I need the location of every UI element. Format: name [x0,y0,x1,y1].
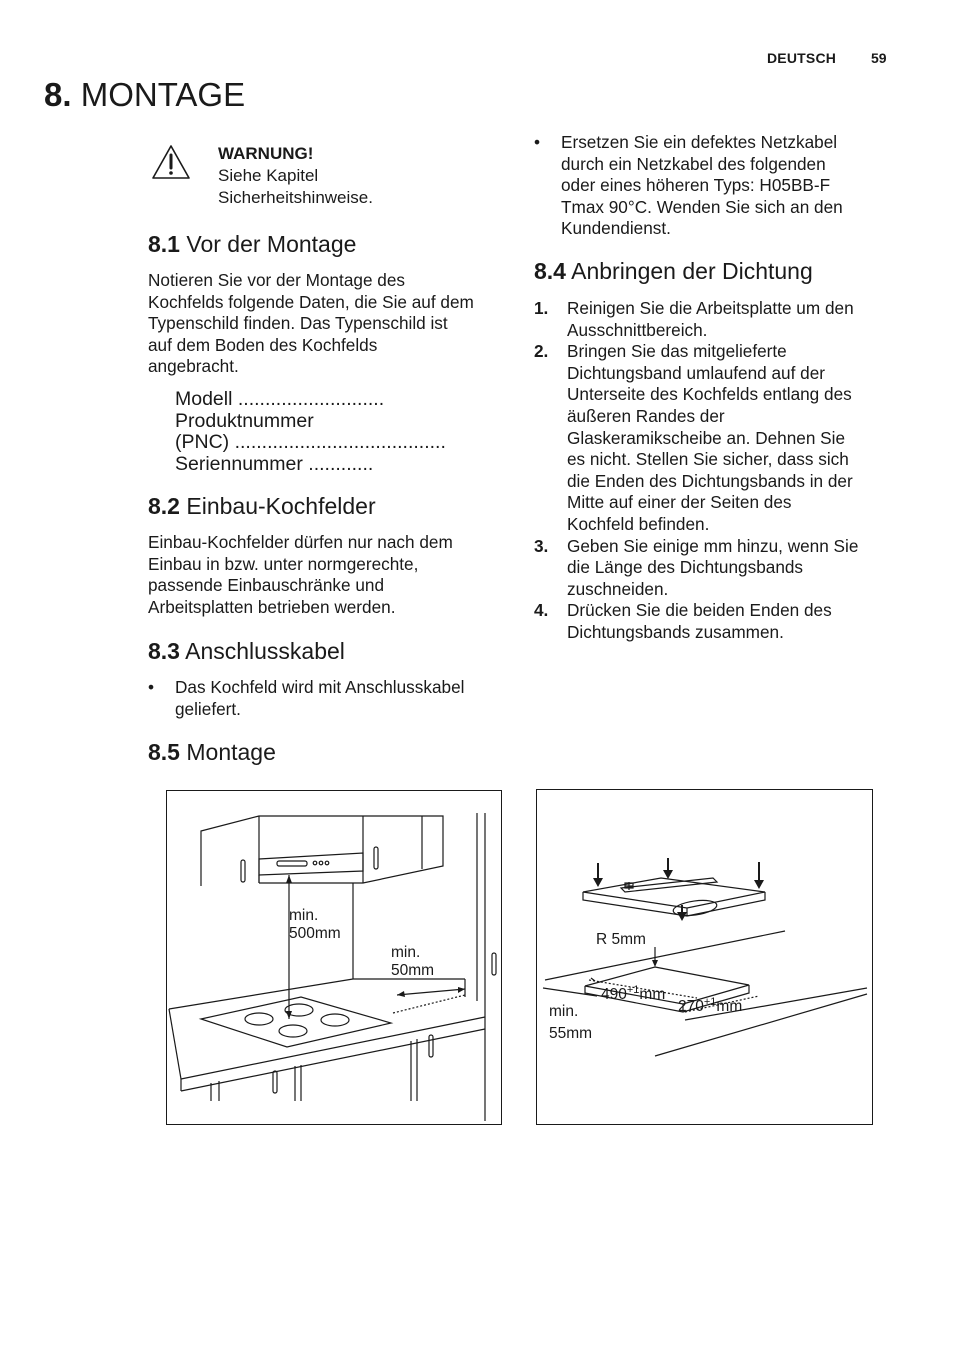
section-8-5-heading: 8.5 Montage [148,739,276,765]
header-language: DEUTSCH [767,50,837,66]
chapter-number: 8. [44,76,72,113]
warning-title: WARNUNG! [218,144,314,163]
step-2: 2. Bringen Sie das mitgelieferte Dichtungsband umlaufend auf der Unterseite des Kochfelds entlang des äußeren Randes der Glaskeramikscheibe an. Dehnen Sie es nicht. Stellen Sie sicher, dass sich die Enden des Dichtungsbands in der Mitte auf einer der Seiten des Kochfeld befinden. [534,341,853,534]
list-item: • Ersetzen Sie ein defektes Netzkabel durch ein Netzkabel des folgenden oder eines höheren Typs: H05BB-F Tmax 90°C. Wenden Sie sich an den Kundendienst. [534,132,914,240]
installation-clearance-figure [166,790,502,1125]
kitchen-illustration [167,791,501,1124]
section-8-2-text: Einbau-Kochfelder dürfen nur nach dem Einbau in bzw. unter normgerechte, passende Einbauschränke und Arbeitsplatten betrieben werden. [148,532,453,617]
width-dimension-label: $270^{+1}mm$ [678,996,743,1015]
warning-triangle-icon [150,143,192,186]
section-8-3-list-left [148,677,518,720]
section-8-4-steps [534,298,914,644]
section-8-4-heading: 8.4 Anbringen der Dichtung [534,258,813,284]
field-pnc: (PNC) ....................................... [175,431,446,454]
cutout-illustration [537,790,872,1124]
clearance-50-label-a: min. [391,944,421,961]
chapter-title [44,76,245,114]
section-8-1-text: Notieren Sie vor der Montage des Kochfelds folgende Daten, die Sie auf dem Typenschild finden. Das Typenschild ist auf dem Boden des Kochfelds angebracht. [148,270,474,377]
warning-text: Siehe Kapitel Sicherheitshinweise. [218,166,373,207]
rating-plate-fields [175,389,446,475]
field-serial-number: Seriennummer ............ [175,452,374,475]
step-4: 4. Drücken Sie die beiden Enden des Dichtungsbands zusammen. [534,600,832,642]
field-model: Modell ........................... [175,388,385,410]
section-8-3-heading: 8.3 Anschlusskabel [148,638,345,664]
step-1: 1. Reinigen Sie die Arbeitsplatte um den Ausschnittbereich. [534,298,854,340]
page-number: 59 [871,50,887,66]
cutout-dimension-figure [536,789,873,1125]
radius-label: R 5mm [596,931,646,948]
step-3: 3. Geben Sie einige mm hinzu, wenn Sie die Länge des Dichtungsbands zuschneiden. [534,535,859,599]
section-8-2-heading: 8.2 Einbau-Kochfelder [148,493,376,519]
depth-dimension-label: $490^{+1}mm$ [601,984,666,1003]
chapter-title-text: MONTAGE [80,76,246,113]
section-8-1-heading: 8.1 Vor der Montage [148,231,357,257]
list-item: • Das Kochfeld wird mit Anschlusskabel geliefert. [148,677,518,720]
clearance-55-label-b: 55mm [549,1025,593,1042]
clearance-55-label-a: min. [549,1003,579,1020]
field-product-number: Produktnummer [175,409,314,432]
clearance-50-label-b: 50mm [391,962,435,979]
clearance-500-label-a: min. [289,907,319,924]
section-8-3-list-right [534,132,914,240]
clearance-500-label-b: 500mm [289,925,341,942]
